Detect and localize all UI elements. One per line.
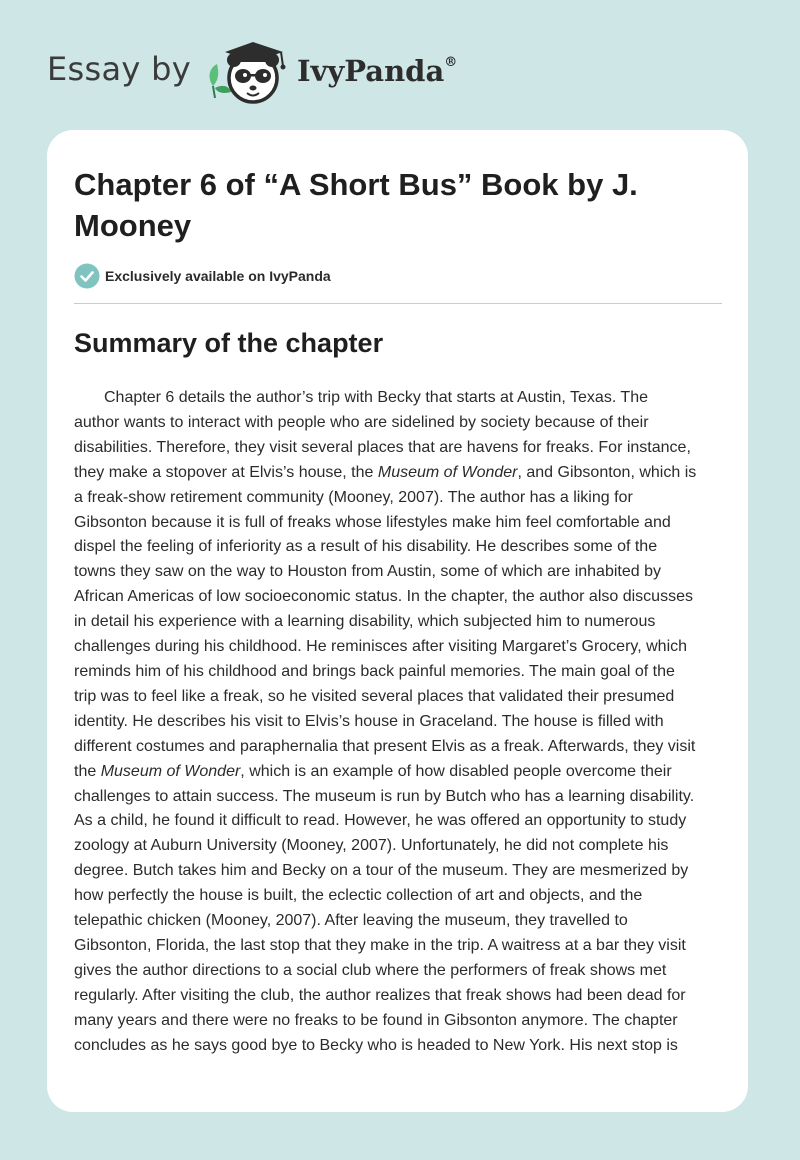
section-heading: Summary of the chapter: [74, 328, 384, 358]
paragraph-line: concludes as he says good bye to Becky who is headed to New York. His next stop is: [74, 1036, 678, 1054]
paragraph-line: trip was to feel like a freak, so he visited several places that validated their presumed: [74, 687, 675, 705]
paragraph-line: they make a stopover at Elvis’s house, the Museum of Wonder, and Gibsonton, which is: [74, 463, 697, 481]
italic-title: Museum of Wonder: [377, 463, 518, 481]
paragraph-line: degree. Butch takes him and Becky on a tour of the museum. They are mesmerized by: [74, 862, 689, 880]
divider: [74, 303, 722, 304]
paragraph-line: in detail his experience with a learning disability, which subjected him to numerous: [74, 613, 656, 631]
paragraph-line: the Museum of Wonder, which is an example of how disabled people overcome their: [74, 762, 672, 780]
paragraph-line: disabilities. Therefore, they visit several places that are havens for freaks. For instance,: [74, 438, 691, 456]
brand-prefix: Essay by: [47, 50, 191, 88]
paragraph-line: African Americas of low socioeconomic status. In the chapter, the author also discusses: [74, 588, 693, 606]
panda-graduate-logo: [203, 36, 293, 108]
paragraph-line: Gibsonton, Florida, the last stop that they make in the trip. A waitress at a bar they visit: [74, 936, 686, 954]
article-paragraph: [74, 386, 724, 1058]
italic-title: Museum of Wonder: [100, 762, 241, 780]
paragraph-line: different costumes and paraphernalia that present Elvis as a freak. Afterwards, they visit: [74, 737, 696, 755]
paragraph-line: identity. He describes his visit to Elvis’s house in Graceland. The house is filled with: [74, 712, 664, 730]
article-card: [47, 130, 748, 1112]
paragraph-line: zoology at Auburn University (Mooney, 2007). Unfortunately, he did not complete his: [74, 837, 669, 855]
paragraph-line: gives the author directions to a social club where the performers of freak shows met: [74, 961, 667, 979]
paragraph-line: telepathic chicken (Mooney, 2007). After leaving the museum, they travelled to: [74, 912, 628, 930]
page-title: Chapter 6 of “A Short Bus” Book by J. Mooney: [74, 167, 638, 243]
brand-name: IvyPanda®: [297, 54, 458, 88]
paragraph-line: author wants to interact with people who are sidelined by society because of their: [74, 413, 649, 431]
paragraph-line: Chapter 6 details the author’s trip with Becky that starts at Austin, Texas. The: [104, 389, 648, 406]
paragraph-line: reminds him of his childhood and brings back painful memories. The main goal of the: [74, 662, 675, 680]
paragraph-line: As a child, he found it difficult to read. However, he was offered an opportunity to study: [74, 812, 687, 830]
check-circle-icon: [74, 263, 100, 289]
paragraph-line: challenges to attain success. The museum is run by Butch who has a learning disability.: [74, 787, 695, 805]
paragraph-line: how perfectly the house is built, the eclectic collection of art and objects, and the: [74, 887, 643, 905]
paragraph-line: Gibsonton because it is full of freaks whose lifestyles make him feel comfortable and: [74, 513, 671, 531]
paragraph-line: a freak-show retirement community (Mooney, 2007). The author has a liking for: [74, 488, 633, 506]
paragraph-line: regularly. After visiting the club, the author realizes that freak shows had been dead for: [74, 986, 686, 1004]
site-header-brand[interactable]: [47, 34, 507, 108]
badge-text: Exclusively available on IvyPanda: [105, 268, 331, 284]
paragraph-line: many years and there were no freaks to be found in Gibsonton anymore. The chapter: [74, 1011, 678, 1029]
paragraph-line: dispel the feeling of inferiority as a result of his disability. He describes some of the: [74, 538, 658, 556]
exclusive-badge: [74, 263, 331, 289]
paragraph-line: towns they saw on the way to Houston from Austin, some of which are inhabited by: [74, 563, 661, 581]
paragraph-line: challenges during his childhood. He reminisces after visiting Margaret’s Grocery, which: [74, 638, 688, 656]
